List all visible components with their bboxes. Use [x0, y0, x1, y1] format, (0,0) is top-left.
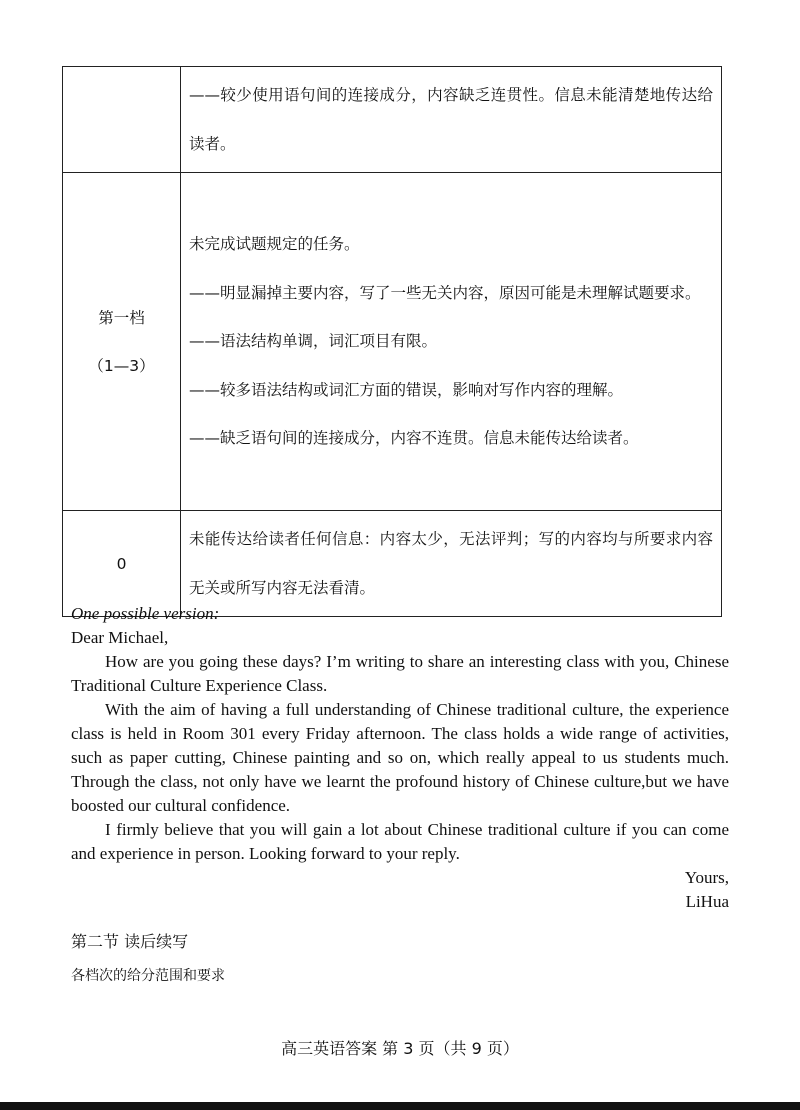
rubric-row-zero — [63, 511, 722, 617]
grade-label: 第一档 — [98, 308, 145, 327]
bottom-edge-bar — [0, 1102, 800, 1110]
grade-cell — [63, 173, 181, 511]
grade-cell: 0 — [63, 511, 181, 617]
description-cell — [181, 67, 722, 173]
criterion-text: 未能传达给读者任何信息：内容太少，无法评判；写的内容均与所要求内容无关或所写内容无法看清。 — [189, 530, 713, 597]
essay-paragraph: How are you going these days? I’m writing to share an interesting class with you, Chinese Traditional Culture Experience Class. — [71, 652, 729, 695]
essay-paragraph: I firmly believe that you will gain a lot about Chinese traditional culture if you can come and experience in person. Looking forward to your reply. — [71, 820, 729, 863]
rubric-row-continued — [63, 67, 722, 173]
criterion-text: ——较少使用语句间的连接成分，内容缺乏连贯性。信息未能清楚地传达给读者。 — [189, 86, 713, 153]
description-cell — [181, 511, 722, 617]
essay-label: One possible version: — [71, 604, 220, 623]
score-range: （1—3） — [88, 356, 155, 375]
page-footer: 高三英语答案 第 3 页（共 9 页） — [281, 1039, 519, 1058]
description-cell — [181, 173, 722, 511]
section-heading: 第二节 读后续写 — [71, 932, 189, 951]
criterion-text: ——明显漏掉主要内容，写了一些无关内容，原因可能是未理解试题要求。 — [189, 283, 701, 302]
sample-essay — [71, 602, 729, 914]
essay-signature: LiHua — [685, 892, 729, 911]
section-subheading: 各档次的给分范围和要求 — [71, 968, 225, 984]
essay-closing: Yours, — [684, 868, 729, 887]
criterion-text: ——较多语法结构或词汇方面的错误，影响对写作内容的理解。 — [189, 380, 624, 399]
rubric-row-tier-1 — [63, 173, 722, 511]
scoring-rubric-table — [62, 66, 722, 617]
criterion-text: 未完成试题规定的任务。 — [189, 235, 360, 254]
essay-paragraph: With the aim of having a full understanding of Chinese traditional culture, the experience class is held in Room 301 every Friday afternoon. The class holds a wide range of activities, such as paper cutting, Chinese painting and so on, which really appeal to us students much. Through the class, not only have we learnt the profound history of Chinese culture,but we have boosted our cultural confidence. — [71, 700, 729, 815]
criterion-text: ——缺乏语句间的连接成分，内容不连贯。信息未能传达给读者。 — [189, 429, 639, 448]
criterion-text: ——语法结构单调，词汇项目有限。 — [189, 332, 438, 351]
essay-salutation: Dear Michael, — [71, 628, 169, 647]
grade-cell — [63, 67, 181, 173]
